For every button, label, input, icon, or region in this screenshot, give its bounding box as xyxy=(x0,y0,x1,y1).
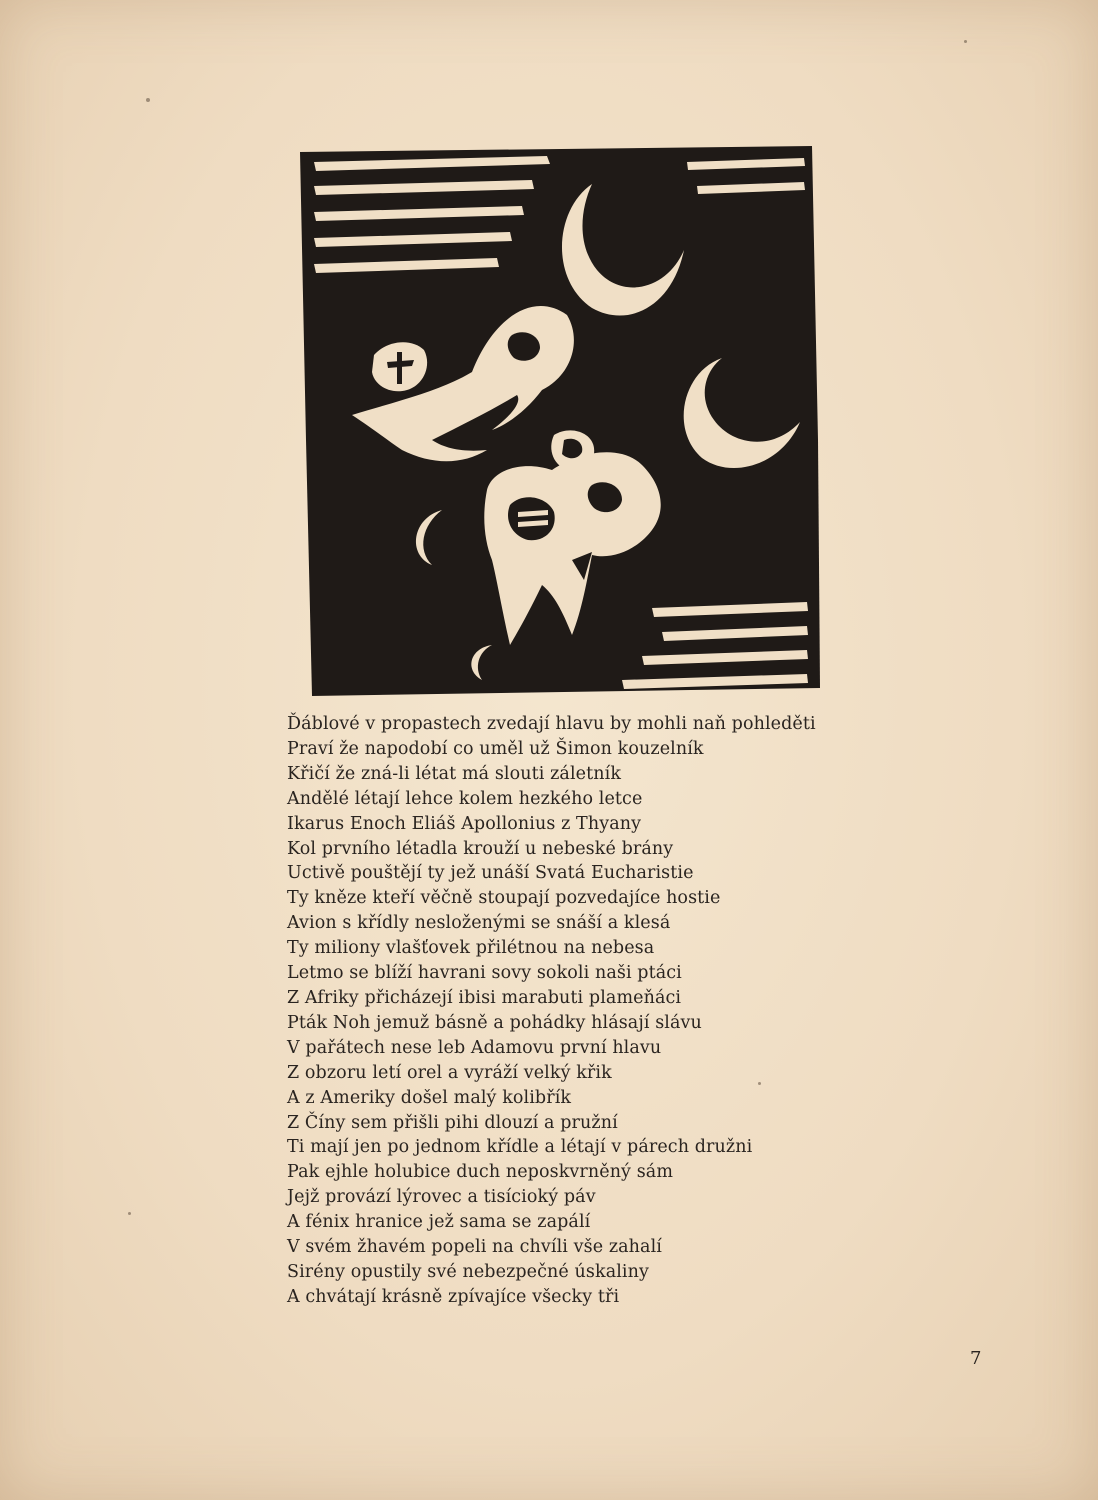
paper-speck xyxy=(128,1212,131,1215)
poem-line: Z Afriky přicházejí ibisi marabuti plameňáci xyxy=(287,987,682,1008)
poem-line: A fénix hranice jež sama se zapálí xyxy=(287,1212,591,1233)
poem-line: Ty kněze kteří věčně stoupají pozvedajíce hostie xyxy=(287,888,721,909)
poem-line: Avion s křídly nesloženými se snáší a klesá xyxy=(287,913,671,934)
poem-line: Kol prvního létadla krouží u nebeské brány xyxy=(287,838,674,859)
poem-line: Jejž provází lýrovec a tisícioký páv xyxy=(287,1187,596,1208)
poem-line: Křičí že zná-li létat má slouti záletník xyxy=(287,763,622,784)
poem-line: Z Číny sem přišli pihi dlouzí a pružní xyxy=(287,1112,618,1133)
woodcut-illustration xyxy=(292,140,822,700)
poem-line: A z Ameriky došel malý kolibřík xyxy=(287,1087,572,1108)
poem-line: A chvátají krásně zpívajíce všecky tři xyxy=(287,1286,620,1307)
poem-line: Praví že napodobí co uměl už Šimon kouzelník xyxy=(287,738,704,759)
poem-line: Uctivě pouštějí ty jež unáší Svatá Eucharistie xyxy=(287,863,694,884)
poem-line: Ti mají jen po jednom křídle a létají v párech družni xyxy=(287,1137,753,1158)
poem-line: Ďáblové v propastech zvedají hlavu by mohli naň pohleděti xyxy=(287,714,816,734)
poem-line: V pařátech nese leb Adamovu první hlavu xyxy=(287,1037,662,1058)
poem-line: Ty miliony vlašťovek přilétnou na nebesa xyxy=(287,938,655,959)
paper-speck xyxy=(964,40,967,43)
poem-line: Ikarus Enoch Eliáš Apollonius z Thyany xyxy=(287,813,642,834)
page-number: 7 xyxy=(970,1348,982,1369)
poem-line: Andělé létají lehce kolem hezkého letce xyxy=(287,788,643,809)
poem-text xyxy=(287,712,927,1310)
poem-line: Pak ejhle holubice duch neposkvrněný sám xyxy=(287,1162,674,1183)
poem-line: Letmo se blíží havrani sovy sokoli naši ptáci xyxy=(287,963,682,984)
poem-line: Sirény opustily své nebezpečné úskaliny xyxy=(287,1261,649,1282)
poem-line: V svém žhavém popeli na chvíli vše zahalí xyxy=(287,1237,662,1258)
poem-line: Pták Noh jemuž básně a pohádky hlásají slávu xyxy=(287,1012,702,1033)
paper-speck xyxy=(146,98,150,102)
poem-line: Z obzoru letí orel a vyráží velký křik xyxy=(287,1062,612,1083)
